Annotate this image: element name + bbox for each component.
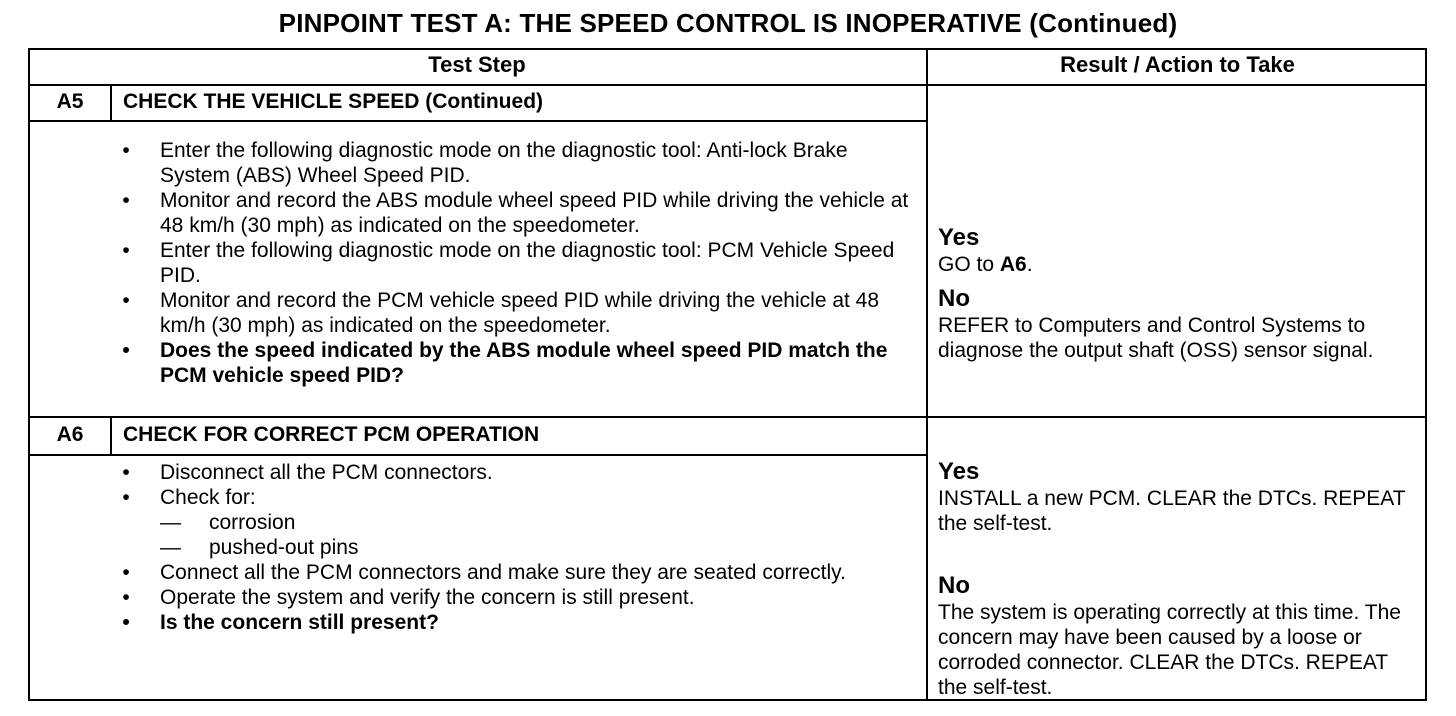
bullet-icon: •: [122, 461, 130, 484]
bullet-text: Operate the system and verify the concern is still present.: [160, 586, 695, 609]
bullet-icon: •: [122, 289, 130, 312]
a5-yes-text: [938, 252, 1426, 277]
bullet-icon: •: [122, 586, 130, 609]
list-item: [121, 610, 911, 635]
a5-result: [938, 224, 1426, 363]
step-id-a6: A6: [56, 423, 84, 446]
list-item: [121, 238, 911, 288]
bullet-text: Connect all the PCM connectors and make sure they are seated correctly.: [160, 561, 846, 584]
bullet-question: Is the concern still present?: [160, 611, 439, 634]
list-item: [121, 460, 911, 485]
bullet-icon: •: [122, 189, 130, 212]
bullet-icon: •: [122, 139, 130, 162]
a6-yes-text: INSTALL a new PCM. CLEAR the DTCs. REPEAT the self-test.: [938, 487, 1406, 535]
sub-bullet-text: corrosion: [209, 511, 296, 534]
check-for-sublist: [160, 510, 911, 560]
page-title: PINPOINT TEST A: THE SPEED CONTROL IS INOPERATIVE (Continued): [278, 8, 1178, 38]
dash-icon: —: [160, 511, 181, 534]
a5-no-label: No: [938, 285, 970, 312]
step-title-a5: CHECK THE VEHICLE SPEED (Continued): [123, 90, 544, 113]
step-id-divider-a5: [110, 86, 112, 120]
bullet-icon: •: [122, 339, 130, 362]
a5-yes-label: Yes: [938, 224, 980, 251]
a5-bullet-list: [121, 138, 911, 388]
step-title-a6: CHECK FOR CORRECT PCM OPERATION: [123, 423, 540, 446]
bullet-icon: •: [122, 486, 130, 509]
bullet-text: Monitor and record the PCM vehicle speed PID while driving the vehicle at 48 km/h (30 mph) as indicated on the speedometer.: [160, 289, 880, 337]
list-item: [121, 138, 911, 188]
list-item: [121, 560, 911, 585]
bullet-text: Check for:: [160, 486, 256, 509]
a5-a6-divider: [28, 416, 1427, 418]
bullet-question: Does the speed indicated by the ABS module wheel speed PID match the PCM vehicle speed PID?: [160, 339, 888, 387]
list-item: [121, 188, 911, 238]
sub-bullet-text: pushed-out pins: [209, 536, 359, 559]
column-divider-result: [926, 48, 928, 701]
bullet-icon: •: [122, 239, 130, 262]
sub-list-item: [160, 510, 911, 535]
a6-title-divider: [28, 454, 926, 456]
a6-yes-label: Yes: [938, 458, 980, 485]
a5-title-divider: [28, 120, 926, 122]
bullet-text: Disconnect all the PCM connectors.: [160, 461, 493, 484]
list-item: [121, 585, 911, 610]
step-id-a5: A5: [56, 90, 84, 113]
list-item: [121, 485, 911, 560]
header-divider: [28, 84, 1427, 86]
a6-result: [938, 458, 1426, 700]
bullet-text: Monitor and record the ABS module wheel speed PID while driving the vehicle at 48 km/h (30 mph) as indicated on the speedometer.: [160, 189, 909, 237]
a5-yes-suffix: .: [1026, 253, 1033, 276]
bullet-text: Enter the following diagnostic mode on the diagnostic tool: PCM Vehicle Speed PID.: [160, 239, 895, 287]
dash-icon: —: [160, 536, 181, 559]
a6-no-label: No: [938, 572, 970, 599]
list-item: [121, 288, 911, 338]
step-id-divider-a6: [110, 418, 112, 454]
a5-yes-prefix: GO to: [938, 253, 1000, 276]
a6-bullet-list: [121, 460, 911, 635]
bullet-icon: •: [122, 611, 130, 634]
a5-yes-target: A6: [999, 253, 1027, 276]
sub-list-item: [160, 535, 911, 560]
bullet-text: Enter the following diagnostic mode on the diagnostic tool: Anti-lock Brake System (ABS) Wheel Speed PID.: [160, 139, 848, 187]
a5-no-text: REFER to Computers and Control Systems to diagnose the output shaft (OSS) sensor signal.: [938, 314, 1374, 362]
header-result: Result / Action to Take: [1060, 52, 1295, 77]
a6-no-text: The system is operating correctly at this time. The concern may have been caused by a loose or corroded connector. CLEAR the DTCs. REPEAT the self-test.: [938, 601, 1401, 699]
list-item: [121, 338, 911, 388]
bullet-icon: •: [122, 561, 130, 584]
header-test-step: Test Step: [428, 52, 526, 77]
